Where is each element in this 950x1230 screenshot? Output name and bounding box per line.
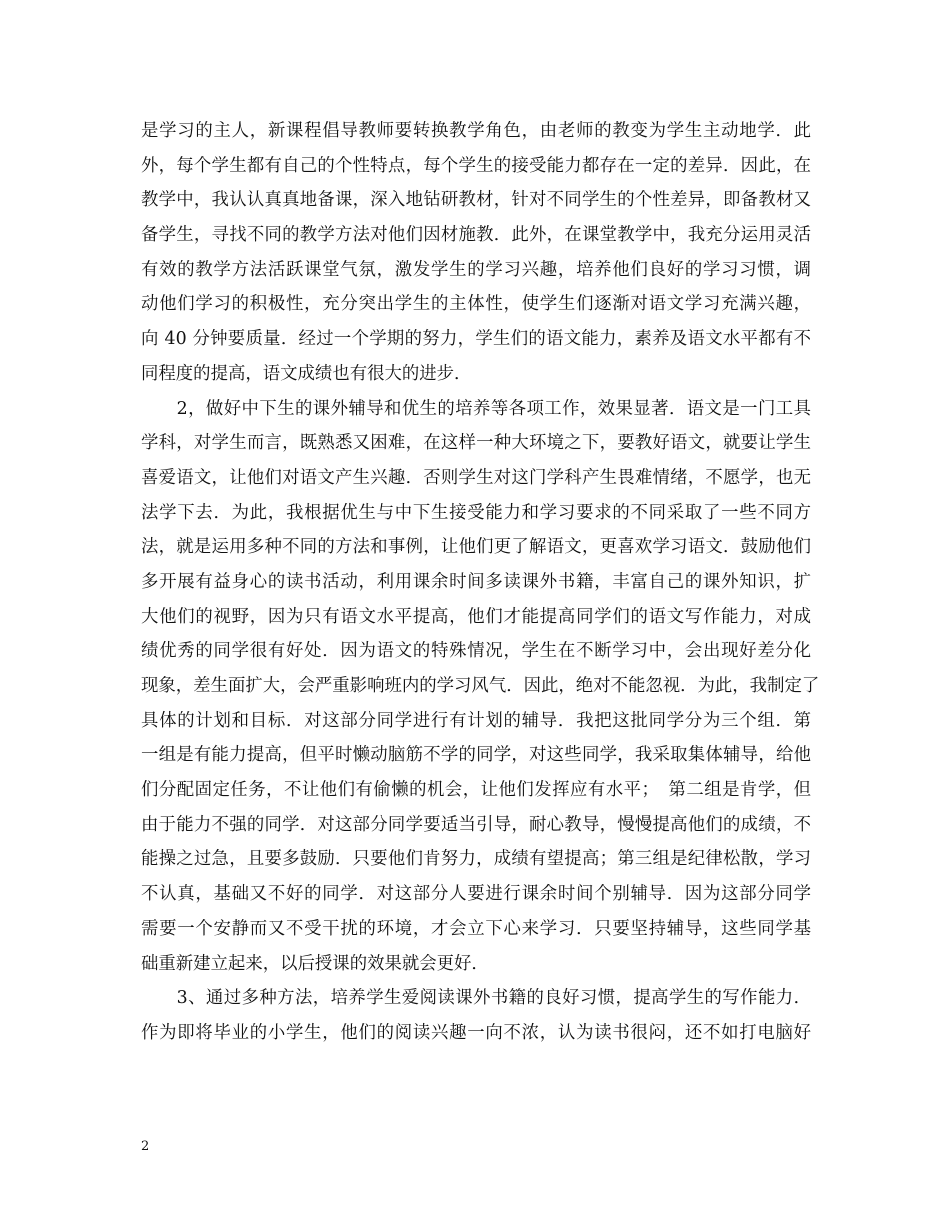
text-line: 作为即将毕业的小学生，他们的阅读兴趣一向不浓，认为读书很闷，还不如打电脑好	[141, 1022, 811, 1043]
text-line: 喜爱语文，让他们对语文产生兴趣．否则学生对这门学科产生畏难情绪，不愿学，也无	[141, 467, 811, 488]
text-line: 大他们的视野，因为只有语文水平提高，他们才能提高同学们的语文写作能力，对成	[141, 606, 811, 627]
body-text	[141, 114, 820, 1051]
text-line: 们分配固定任务，不让他们有偷懒的机会，让他们发挥应有水平； 第二组是肯学，但	[141, 780, 811, 801]
text-line: 3、通过多种方法，培养学生爱阅读课外书籍的良好习惯，提高学生的写作能力．	[141, 988, 811, 1009]
text-line: 由于能力不强的同学．对这部分同学要适当引导，耐心教导，慢慢提高他们的成绩，不	[141, 814, 811, 835]
text-line: 备学生，寻找不同的教学方法对他们因材施教．此外，在课堂教学中，我充分运用灵活	[141, 225, 811, 246]
text-line: 法，就是运用多种不同的方法和事例，让他们更了解语文，更喜欢学习语文．鼓励他们	[141, 537, 811, 558]
text-line: 是学习的主人，新课程倡导教师要转换教学角色，由老师的教变为学生主动地学．此	[141, 121, 811, 141]
text-line: 法学下去．为此，我根据优生与中下生接受能力和学习要求的不同采取了一些不同方	[141, 502, 811, 523]
text-line: 同程度的提高，语文成绩也有很大的进步．	[141, 363, 472, 384]
text-line: 础重新建立起来，以后授课的效果就会更好．	[141, 953, 489, 974]
text-line: 一组是有能力提高，但平时懒动脑筋不学的同学，对这些同学，我采取集体辅导，给他	[141, 745, 811, 766]
text-line: 教学中，我认认真真地备课，深入地钻研教材，针对不同学生的个性差异，即备教材又	[141, 190, 811, 211]
text-line: 向 40 分钟要质量．经过一个学期的努力，学生们的语文能力，素养及语文水平都有不	[141, 329, 811, 350]
text-line: 现象，差生面扩大，会严重影响班内的学习风气．因此，绝对不能忽视．为此，我制定了	[141, 676, 820, 696]
text-line: 需要一个安静而又不受干扰的环境，才会立下心来学习．只要坚持辅导，这些同学基	[141, 918, 811, 939]
text-line: 多开展有益身心的读书活动，利用课余时间多读课外书籍，丰富自己的课外知识，扩	[141, 571, 811, 592]
text-line: 动他们学习的积极性，充分突出学生的主体性，使学生们逐渐对语文学习充满兴趣，	[141, 294, 811, 315]
text-line: 学科，对学生而言，既熟悉又困难，在这样一种大环境之下，要教好语文，就要让学生	[141, 433, 811, 454]
text-line: 2，做好中下生的课外辅导和优生的培养等各项工作，效果显著．语文是一门工具	[141, 398, 811, 419]
page-number: 2	[141, 1139, 150, 1154]
text-line: 有效的教学方法活跃课堂气氛，激发学生的学习兴趣，培养他们良好的学习习惯，调	[141, 259, 811, 280]
text-line: 绩优秀的同学很有好处．因为语文的特殊情况，学生在不断学习中，会出现好差分化	[141, 641, 811, 662]
text-line: 不认真，基础又不好的同学．对这部分人要进行课余时间个别辅导．因为这部分同学	[141, 884, 811, 905]
text-line: 具体的计划和目标．对这部分同学进行有计划的辅导．我把这批同学分为三个组．第	[141, 710, 811, 731]
text-line: 能操之过急，且要多鼓励．只要他们肯努力，成绩有望提高；第三组是纪律松散，学习	[141, 849, 811, 870]
text-line: 外，每个学生都有自己的个性特点，每个学生的接受能力都存在一定的差异．因此，在	[141, 155, 811, 176]
